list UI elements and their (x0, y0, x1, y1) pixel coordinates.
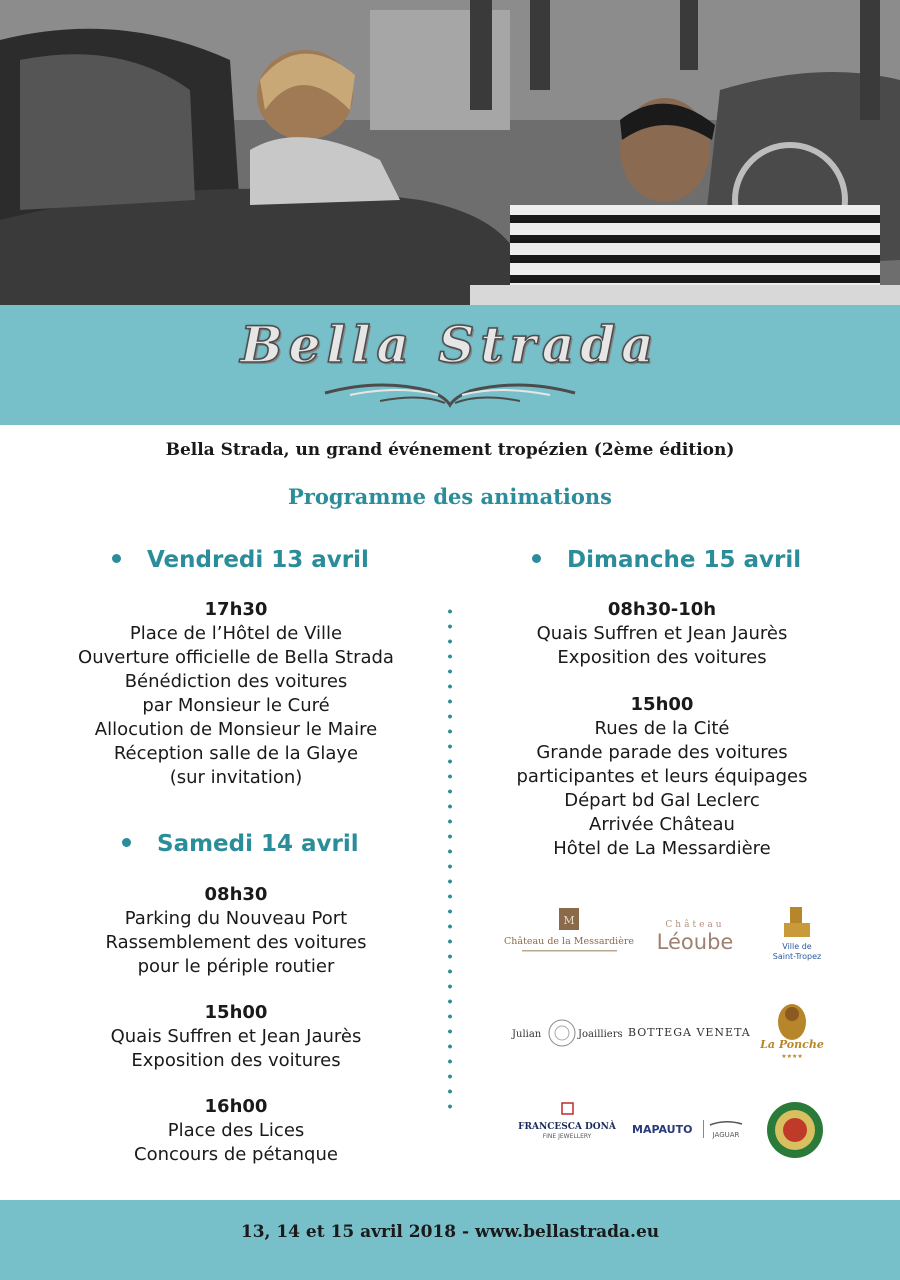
svg-text:Saint-Tropez: Saint-Tropez (772, 952, 822, 961)
title-banner (0, 305, 900, 425)
svg-text:FINE JEWELLERY: FINE JEWELLERY (542, 1133, 592, 1140)
event-line: Exposition des voitures (557, 647, 767, 668)
svg-text:Château de la Messardière: Château de la Messardière (504, 936, 634, 947)
sponsor-saint-tropez-logo (770, 905, 825, 965)
event-sunday-0830 (452, 598, 872, 670)
event-line: Réception salle de la Glaye (113, 743, 359, 764)
event-line: Allocution de Monsieur le Maire (94, 719, 378, 740)
event-saturday-0830 (26, 883, 446, 979)
event-line: participantes et leurs équipages (516, 766, 808, 787)
svg-text:La Ponche: La Ponche (760, 1038, 824, 1051)
bullet-icon (122, 838, 131, 847)
event-friday-1730 (26, 598, 446, 790)
event-line: Ouverture officielle de Bella Strada (78, 647, 394, 668)
svg-text:MAPAUTO: MAPAUTO (632, 1123, 693, 1136)
footer-dates-website: 13, 14 et 15 avril 2018 - www.bellastrada.eu (240, 1222, 660, 1242)
sponsor-la-ponche-logo (760, 1000, 825, 1062)
logo-ornament-icon (320, 373, 580, 413)
event-time: 17h30 (204, 599, 268, 620)
event-line: Quais Suffren et Jean Jaurès (110, 1026, 362, 1047)
svg-text:Joailliers: Joailliers (578, 1029, 623, 1040)
event-subtitle: Bella Strada, un grand événement tropézien (2ème édition) (165, 440, 735, 460)
event-line: pour le périple routier (137, 956, 335, 977)
svg-text:Léoube: Léoube (656, 930, 734, 954)
event-line: Exposition des voitures (131, 1050, 341, 1071)
event-saturday-1500 (26, 1001, 446, 1073)
sponsor-francesca-dona-logo (515, 1103, 620, 1148)
event-line: Départ bd Gal Leclerc (564, 790, 760, 811)
event-line: Place des Lices (167, 1120, 305, 1141)
event-line: Quais Suffren et Jean Jaurès (536, 623, 788, 644)
event-line: par Monsieur le Curé (142, 695, 330, 716)
day-heading-friday: Vendredi 13 avril (112, 547, 369, 573)
sponsor-mapauto-jaguar-logo (630, 1115, 750, 1145)
bullet-icon (532, 554, 541, 563)
event-line: (sur invitation) (169, 767, 303, 788)
event-line: Place de l’Hôtel de Ville (129, 623, 343, 644)
svg-text:Julian: Julian (512, 1029, 542, 1040)
column-divider (448, 604, 452, 1119)
event-time: 15h00 (630, 694, 694, 715)
event-time: 08h30 (204, 884, 268, 905)
event-time: 16h00 (204, 1096, 268, 1117)
event-line: Concours de pétanque (134, 1144, 338, 1165)
bullet-icon (112, 554, 121, 563)
event-line: Hôtel de La Messardière (553, 838, 771, 859)
svg-text:Château: Château (665, 920, 725, 930)
event-line: Grande parade des voitures (536, 742, 788, 763)
footer-band (0, 1200, 900, 1280)
event-time: 08h30-10h (607, 599, 717, 620)
event-line: Parking du Nouveau Port (124, 908, 348, 929)
sponsor-julian-joailliers-logo (510, 1015, 623, 1051)
event-saturday-1600 (26, 1095, 446, 1167)
event-line: Arrivée Château (589, 814, 735, 835)
sponsor-messardiere-logo (504, 908, 634, 960)
event-time: 15h00 (204, 1002, 268, 1023)
sponsor-bottega-veneta-logo: BOTTEGA VENETA (628, 1026, 751, 1039)
sponsor-leoube-logo (640, 915, 750, 960)
day-heading-saturday: Samedi 14 avril (122, 831, 359, 857)
svg-text:Ville de: Ville de (782, 942, 812, 951)
svg-text:★★★★: ★★★★ (781, 1053, 803, 1060)
event-line: Rues de la Cité (594, 718, 730, 739)
svg-text:JAGUAR: JAGUAR (712, 1131, 740, 1139)
event-line: Rassemblement des voitures (105, 932, 367, 953)
event-sunday-1500 (452, 693, 872, 861)
bella-strada-logo: Bella Strada (240, 315, 660, 374)
event-line: Bénédiction des voitures (124, 671, 348, 692)
svg-text:FRANCESCA DONÀ: FRANCESCA DONÀ (518, 1122, 616, 1132)
day-heading-sunday: Dimanche 15 avril (532, 547, 801, 573)
svg-text:M: M (563, 914, 575, 927)
sponsor-petanque-club-logo (765, 1100, 825, 1160)
header-photo (0, 0, 900, 305)
programme-title: Programme des animations (288, 484, 612, 509)
